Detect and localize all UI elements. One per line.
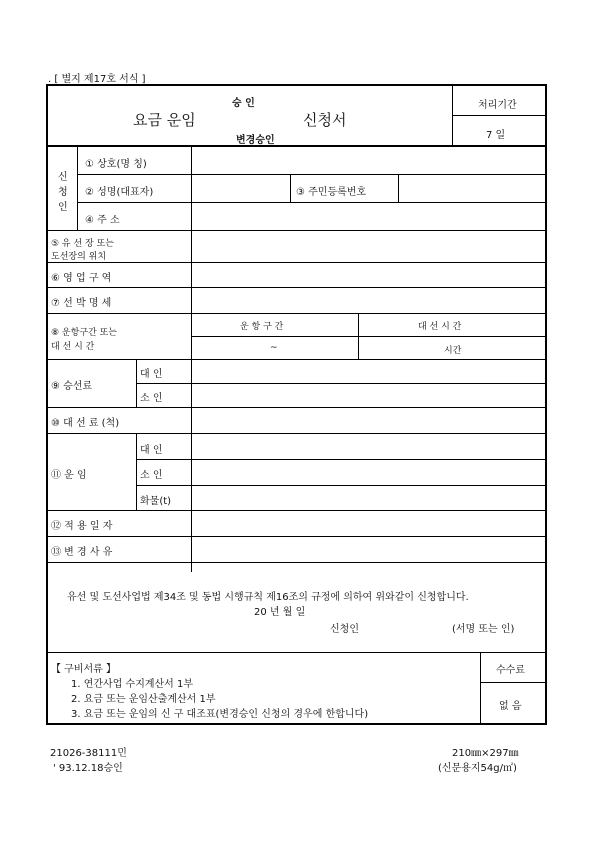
approve-label: 승 인 — [232, 98, 255, 109]
required-document-item: 3. 요금 또는 운임의 신 구 대조표(변경승인 신청의 경우에 한합니다) — [71, 709, 369, 720]
child-fare-label: 소 인 — [140, 393, 163, 404]
representative-label: ② 성명(대표자) — [85, 187, 154, 198]
approval-date: ' 93.12.18승인 — [53, 763, 123, 774]
address-label: ④ 주 소 — [85, 215, 120, 226]
resident-number-label: ③ 주민등록번호 — [296, 187, 367, 198]
processing-period-label: 처리기간 — [478, 100, 517, 111]
cargo-label: 화물(t) — [140, 496, 172, 507]
applicant-side-label-3: 인 — [58, 202, 68, 213]
company-name-label: ① 상호(명 칭) — [85, 159, 147, 170]
declaration-date: 20 년 월 일 — [254, 607, 306, 618]
row-11-label: ⑪ 운 임 — [51, 470, 87, 481]
change-approve-label: 변경승인 — [236, 135, 275, 146]
form-reference: . [ 별지 제17호 서식 ] — [48, 74, 146, 85]
paper-type: (신문용지54g/㎡) — [438, 763, 517, 774]
row-8-label-line-1: ⑧ 운항구간 또는 — [51, 328, 117, 338]
row-6-label: ⑥ 영 업 구 역 — [51, 273, 112, 284]
row-9-label: ⑨ 승선료 — [51, 381, 93, 392]
freight-child-label: 소 인 — [140, 470, 163, 481]
row-12-label: ⑫ 적 용 일 자 — [51, 521, 113, 532]
paper-size: 210㎜×297㎜ — [452, 748, 519, 759]
row-13-label: ⑬ 변 경 사 유 — [51, 547, 113, 558]
charter-time-value: 시간 — [444, 346, 462, 356]
applicant-side-label-2: 청 — [58, 187, 68, 198]
required-documents-header: 【 구비서류 】 — [51, 664, 116, 675]
route-value: ~ — [270, 343, 278, 353]
row-7-label: ⑦ 선 박 명 세 — [51, 298, 112, 309]
row-5-label-line-1: ⑤ 유 선 장 또는 — [51, 239, 114, 249]
freight-adult-label: 대 인 — [140, 445, 163, 456]
fee-value: 없 음 — [499, 701, 522, 712]
applicant-side-label-1: 신 — [58, 172, 68, 183]
form-title-right: 신청서 — [303, 111, 347, 129]
row-10-label: ⑩ 대 선 료 (척) — [51, 418, 120, 429]
applicant-signature-label: 신청인 — [330, 624, 359, 635]
required-document-item: 1. 연간사업 수지계산서 1부 — [71, 679, 194, 690]
required-document-item: 2. 요금 또는 운임산출계산서 1부 — [71, 694, 216, 705]
processing-period-value: 7 일 — [486, 130, 506, 141]
adult-fare-label: 대 인 — [140, 369, 163, 380]
form-title-left: 요금 운임 — [133, 111, 196, 129]
row-8-label-line-2: 대 선 시 간 — [51, 342, 95, 352]
fee-label: 수수료 — [496, 665, 525, 676]
route-section-header: 운 항 구 간 — [240, 322, 284, 332]
declaration-text: 유선 및 도선사업법 제34조 및 동법 시행규칙 제16조의 규정에 의하여 위와같이 신청합니다. — [67, 592, 469, 603]
row-5-label-line-2: 도선장의 위치 — [51, 252, 107, 262]
form-code: 21026-38111민 — [50, 748, 127, 759]
charter-time-header: 대 선 시 간 — [418, 322, 462, 332]
sign-or-seal-label: (서명 또는 인) — [452, 624, 515, 635]
